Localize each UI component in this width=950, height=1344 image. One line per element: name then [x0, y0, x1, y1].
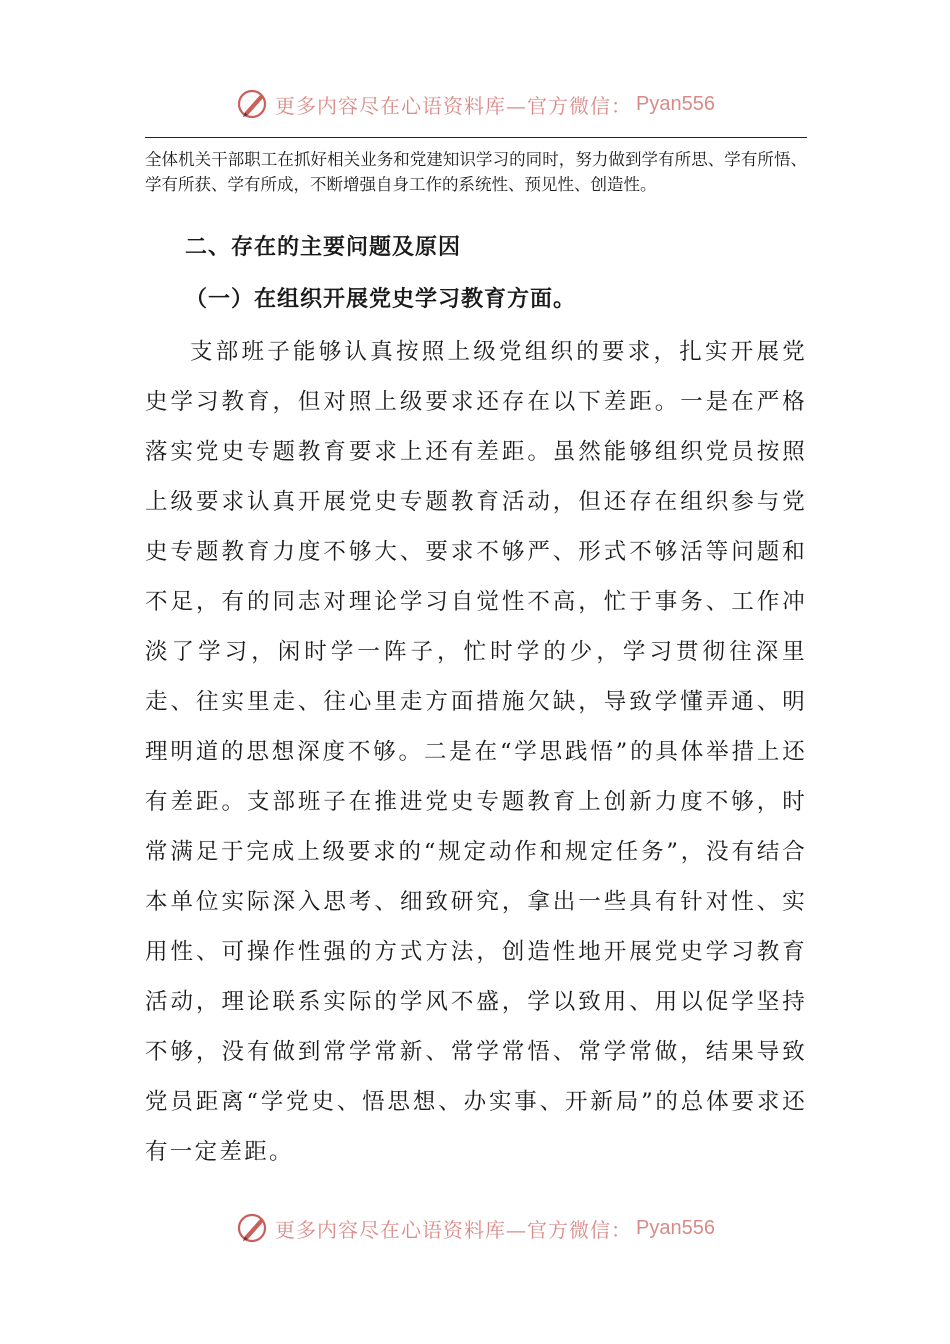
footer-promo-text: 更多内容尽在心语资料库—官方微信： [275, 1217, 633, 1242]
section-heading: 二、存在的主要问题及原因 [185, 235, 462, 260]
header-divider [145, 137, 807, 138]
header-wechat-id: Pyan556 [636, 92, 715, 115]
subsection-heading: （一）在组织开展党史学习教育方面。 [185, 287, 577, 312]
footer-banner [0, 1206, 950, 1250]
body-paragraph: 支部班子能够认真按照上级党组织的要求，扎实开展党史学习教育，但对照上级要求还存在以下差距。一是在严格落实党史专题教育要求上还有差距。虽然能够组织党员按照上级要求认真开展党史专题教育活动，但还存在组织参与党史专题教育力度不够大、要求不够严、形式不够活等问题和不足，有的同志对理论学习自觉性不高，忙于事务、工作冲淡了学习，闲时学一阵子，忙时学的少，学习贯彻往深里走、往实里走、往心里走方面措施欠缺，导致学懂弄通、明理明道的思想深度不够。二是在“学思践悟”的具体举措上还有差距。支部班子在推进党史专题教育上创新力度不够，时常满足于完成上级要求的“规定动作和规定任务”，没有结合本单位实际深入思考、细致研究，拿出一些具有针对性、实用性、可操作性强的方式方法，创造性地开展党史学习教育活动，理论联系实际的学风不盛，学以致用、用以促学坚持不够，没有做到常学常新、常学常悟、常学常做，结果导致党员距离“学党史、悟思想、办实事、开新局”的总体要求还有一定差距。 [145, 339, 807, 1165]
footer-wechat-id: Pyan556 [636, 1216, 715, 1239]
header-banner [0, 82, 950, 126]
header-promo-text: 更多内容尽在心语资料库—官方微信： [275, 93, 633, 118]
pen-logo-icon [235, 86, 271, 122]
intro-paragraph: 全体机关干部职工在抓好相关业务和党建知识学习的同时，努力做到学有所思、学有所悟、学有所获、学有所成，不断增强自身工作的系统性、预见性、创造性。 [145, 150, 807, 194]
pen-logo-icon [235, 1210, 271, 1246]
